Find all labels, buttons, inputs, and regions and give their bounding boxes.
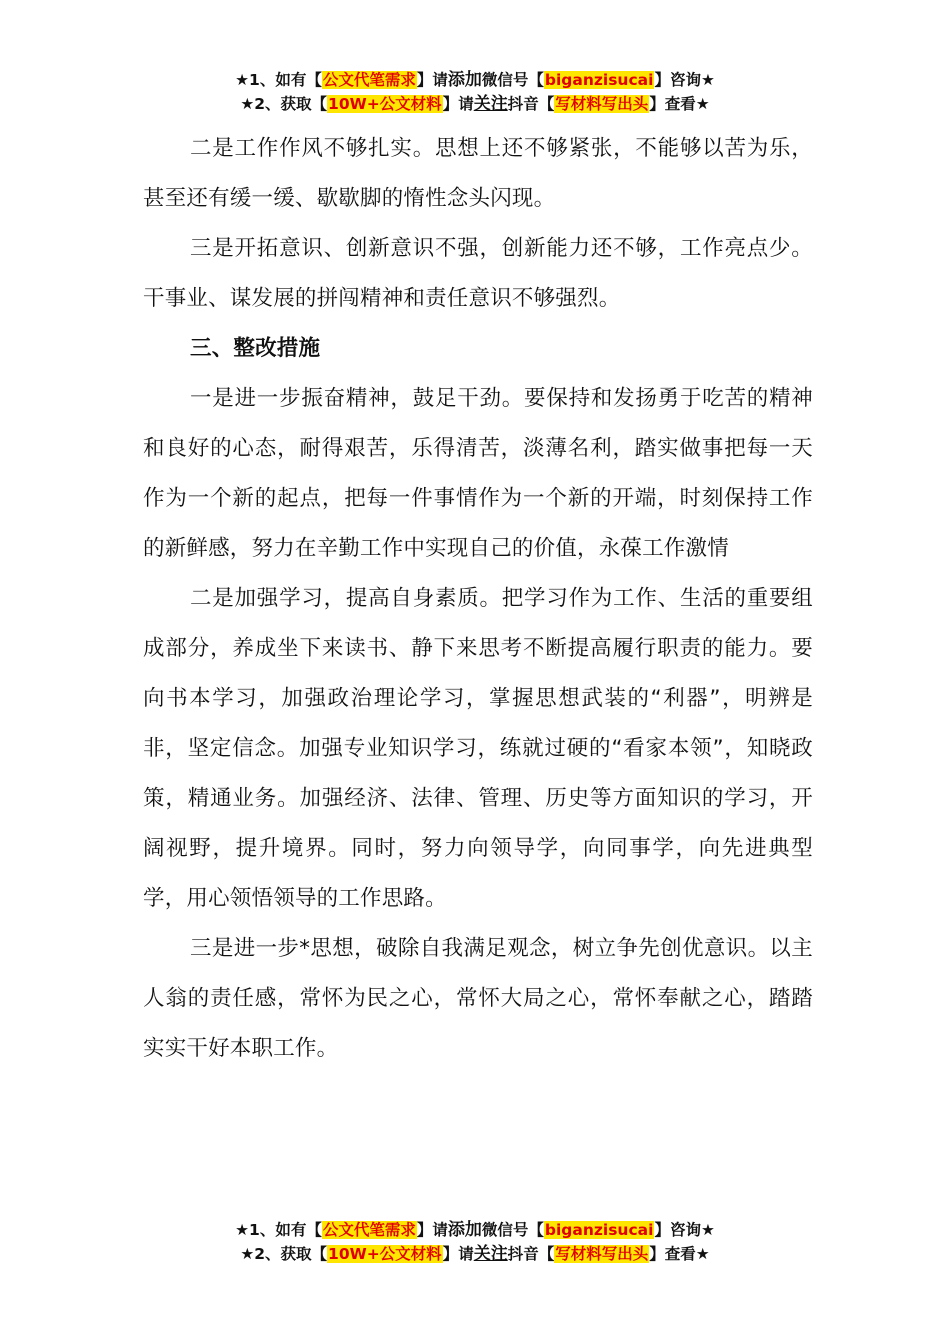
paragraph-work-style: 二是工作作风不够扎实。思想上还不够紧张，不能够以苦为乐，甚至还有缓一缓、歇歇脚的惰性念头闪现。 <box>143 136 813 211</box>
promo-line-1-mid: 】请 <box>416 71 448 89</box>
promo-line-2-highlight-materials: 10W+公文材料 <box>328 95 442 113</box>
promo-footer-line-1-suffix: 】咨询★ <box>654 1221 715 1239</box>
promo-line-1-highlight-service: 公文代笔需求 <box>322 71 416 89</box>
promo-footer-line-2 <box>0 1242 950 1266</box>
promo-line-2-emphasis: 关注 <box>473 94 508 114</box>
promo-line-1-suffix: 】咨询★ <box>654 71 715 89</box>
promo-line-2 <box>0 92 950 116</box>
promo-footer-line-2-mid2: 抖音【 <box>507 1245 555 1263</box>
promo-footer-line-1-prefix: ★1、如有【 <box>235 1221 322 1239</box>
promo-line-2-prefix: ★2、获取【 <box>240 95 328 113</box>
promo-header <box>0 68 950 116</box>
promo-footer-line-1-emphasis: 添加 <box>447 1220 482 1240</box>
promo-footer-line-2-mid: 】请 <box>442 1245 474 1263</box>
promo-line-1-prefix: ★1、如有【 <box>235 71 322 89</box>
section-heading-rectification: 三、整改措施 <box>190 336 321 361</box>
promo-footer-line-1-mid2: 微信号【 <box>481 1221 544 1239</box>
promo-footer-line-1-highlight-wechat: biganzisucai <box>544 1221 654 1239</box>
promo-footer-line-1-mid: 】请 <box>416 1221 448 1239</box>
paragraph-measure-study: 二是加强学习，提高自身素质。把学习作为工作、生活的重要组成部分，养成坐下来读书、静下来思考不断提高履行职责的能力。要向书本学习，加强政治理论学习，掌握思想武装的“利器”，明辨是非，坚定信念。加强专业知识学习，练就过硬的“看家本领”，知晓政策，精通业务。加强经济、法律、管理、历史等方面知识的学习，开阔视野，提升境界。同时，努力向领导学，向同事学，向先进典型学，用心领悟领导的工作思路。 <box>143 586 813 911</box>
paragraph-innovation: 三是开拓意识、创新意识不强，创新能力还不够，工作亮点少。干事业、谋发展的拼闯精神和责任意识不够强烈。 <box>143 236 813 311</box>
promo-footer-line-2-emphasis: 关注 <box>473 1244 508 1264</box>
document-body <box>143 124 813 1074</box>
promo-line-2-mid2: 抖音【 <box>507 95 555 113</box>
promo-line-2-mid: 】请 <box>442 95 474 113</box>
promo-footer-line-1 <box>0 1218 950 1242</box>
promo-footer-line-2-highlight-douyin: 写材料写出头 <box>555 1245 649 1263</box>
paragraph-measure-thinking: 三是进一步*思想，破除自我满足观念，树立争先创优意识。以主人翁的责任感，常怀为民之心，常怀大局之心，常怀奉献之心，踏踏实实干好本职工作。 <box>143 936 813 1061</box>
promo-footer-line-2-prefix: ★2、获取【 <box>240 1245 328 1263</box>
promo-line-1-highlight-wechat: biganzisucai <box>544 71 654 89</box>
promo-footer-line-2-highlight-materials: 10W+公文材料 <box>328 1245 442 1263</box>
paragraph-measure-spirit: 一是进一步振奋精神，鼓足干劲。要保持和发扬勇于吃苦的精神和良好的心态，耐得艰苦，乐得清苦，淡薄名利，踏实做事把每一天作为一个新的起点，把每一件事情作为一个新的开端，时刻保持工作的新鲜感，努力在辛勤工作中实现自己的价值，永葆工作激情 <box>143 386 813 561</box>
promo-line-1-mid2: 微信号【 <box>481 71 544 89</box>
promo-line-1 <box>0 68 950 92</box>
promo-line-2-highlight-douyin: 写材料写出头 <box>555 95 649 113</box>
promo-footer-line-2-suffix: 】查看★ <box>649 1245 710 1263</box>
promo-footer-line-1-highlight-service: 公文代笔需求 <box>322 1221 416 1239</box>
promo-footer <box>0 1218 950 1266</box>
promo-line-1-emphasis: 添加 <box>447 70 482 90</box>
promo-line-2-suffix: 】查看★ <box>649 95 710 113</box>
